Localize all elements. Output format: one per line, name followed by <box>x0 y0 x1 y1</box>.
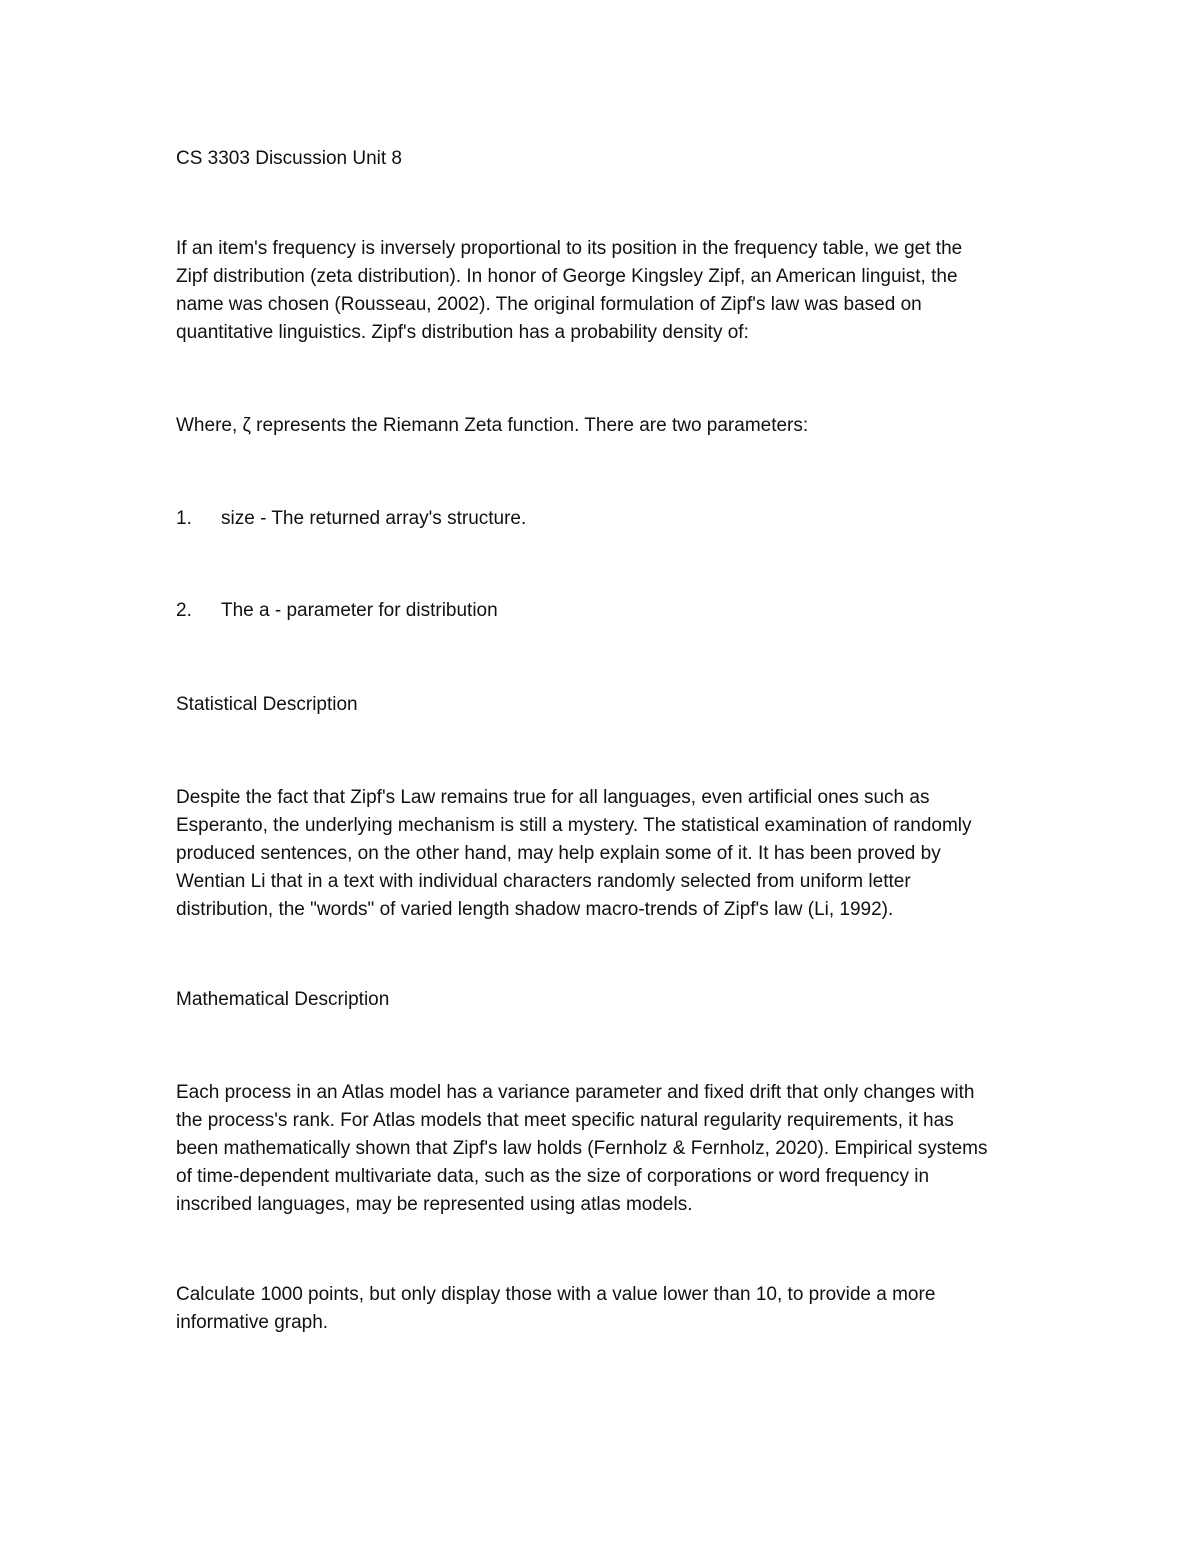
paragraph-line: of time-dependent multivariate data, such as the size of corporations or word frequency in <box>176 1166 930 1187</box>
paragraph-line: Despite the fact that Zipf's Law remains true for all languages, even artificial ones such as <box>176 787 930 808</box>
paragraph-line: distribution, the "words" of varied length shadow macro-trends of Zipf's law (Li, 1992). <box>176 899 894 920</box>
paragraph-line: Each process in an Atlas model has a variance parameter and fixed drift that only changes with <box>176 1082 975 1103</box>
list-number: 2. <box>176 600 192 621</box>
intro-line: Zipf distribution (zeta distribution). In honor of George Kingsley Zipf, an American linguist, the <box>176 266 958 287</box>
intro-line: If an item's frequency is inversely proportional to its position in the frequency table, we get the <box>176 238 963 259</box>
where-paragraph: Where, ζ represents the Riemann Zeta function. There are two parameters: <box>176 415 809 436</box>
mathematical-heading: Mathematical Description <box>176 989 390 1010</box>
paragraph-line: the process's rank. For Atlas models that meet specific natural regularity requirements, it has <box>176 1110 954 1131</box>
paragraph-line: Calculate 1000 points, but only display those with a value lower than 10, to provide a more <box>176 1284 936 1305</box>
paragraph-line: produced sentences, on the other hand, may help explain some of it. It has been proved by <box>176 843 941 864</box>
list-item-text: The a - parameter for distribution <box>221 600 498 621</box>
paragraph-line: inscribed languages, may be represented using atlas models. <box>176 1194 693 1215</box>
document-title: CS 3303 Discussion Unit 8 <box>176 148 402 169</box>
statistical-paragraph <box>176 784 1056 924</box>
paragraph-line: been mathematically shown that Zipf's law holds (Fernholz & Fernholz, 2020). Empirical systems <box>176 1138 988 1159</box>
calculate-paragraph <box>176 1281 1056 1337</box>
intro-line: quantitative linguistics. Zipf's distribution has a probability density of: <box>176 322 749 343</box>
paragraph-line: informative graph. <box>176 1312 329 1333</box>
statistical-heading: Statistical Description <box>176 694 358 715</box>
paragraph-line: Esperanto, the underlying mechanism is still a mystery. The statistical examination of randomly <box>176 815 972 836</box>
paragraph-line: Wentian Li that in a text with individual characters randomly selected from uniform letter <box>176 871 911 892</box>
list-number: 1. <box>176 508 192 529</box>
mathematical-paragraph <box>176 1079 1056 1219</box>
intro-line: name was chosen (Rousseau, 2002). The original formulation of Zipf's law was based on <box>176 294 922 315</box>
list-item-text: size - The returned array's structure. <box>221 508 527 529</box>
intro-paragraph <box>176 235 1056 347</box>
